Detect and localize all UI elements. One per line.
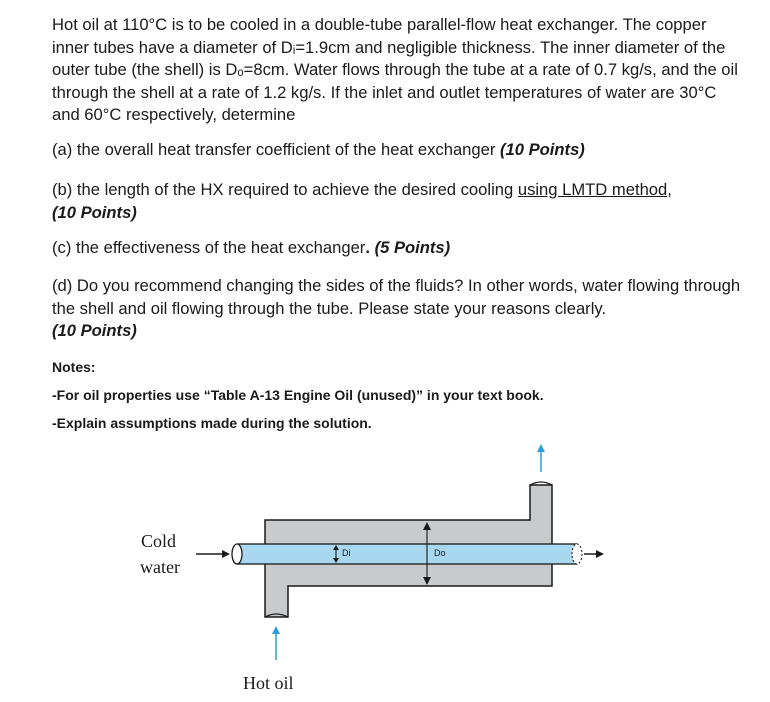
note-item-1: -For oil properties use “Table A-13 Engine Oil (unused)” in your text book. <box>52 387 544 403</box>
tube-inlet-end <box>232 544 242 564</box>
part-b-method: using LMTD method <box>517 180 668 199</box>
di-label: Di <box>342 548 351 558</box>
part-d-points: (10 Points) <box>52 321 137 341</box>
part-b-comma: , <box>667 180 672 199</box>
cold-water-label-line1: Cold <box>141 531 177 551</box>
notes-title: Notes: <box>52 359 96 375</box>
inner-tube <box>237 544 577 564</box>
note-item-2: -Explain assumptions made during the solution. <box>52 415 372 431</box>
part-a-points: (10 Points) <box>500 140 585 159</box>
part-c-dot: . <box>365 238 370 257</box>
tube-outlet-end <box>572 544 582 564</box>
part-b-text: (b) the length of the HX required to achieve the desired cooling <box>52 180 518 199</box>
part-b-points: (10 Points) <box>52 202 137 222</box>
part-c-points: (5 Points) <box>374 238 451 257</box>
part-a-text: (a) the overall heat transfer coefficient of the heat exchanger <box>52 140 500 159</box>
hot-oil-label: Hot oil <box>243 673 294 693</box>
part-c-text: (c) the effectiveness of the heat exchanger <box>52 238 366 257</box>
do-label: Do <box>434 548 446 558</box>
part-d-text: (d) Do you recommend changing the sides of the fluids? In other words, water flowing through the shell and oil flowing through the tube. Please state your reasons clearly. <box>52 276 741 318</box>
problem-statement: Hot oil at 110°C is to be cooled in a double-tube parallel-flow heat exchanger. The copper inner tubes have a diameter of Dᵢ=1.9cm and negligible thickness. The inner diameter of the outer tube (the shell) is Dₒ=8cm. Water flows through the tube at a rate of 0.7 kg/s, and the oil through the shell at a rate of 1.2 kg/s. If the inlet and outlet temperatures of water are 30°C and 60°C respectively, determine <box>52 15 738 125</box>
cold-water-label-line2: water <box>140 557 180 577</box>
